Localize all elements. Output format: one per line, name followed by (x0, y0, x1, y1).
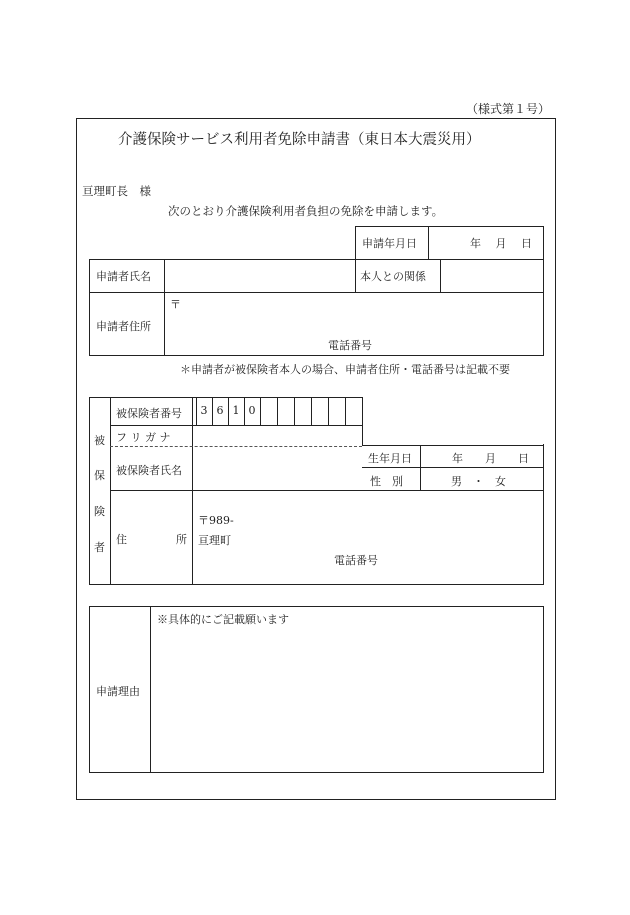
insured-char-4: 者 (94, 541, 105, 554)
applicant-phone-label: 電話番号 (328, 339, 372, 352)
insured-number-digit[interactable] (277, 398, 293, 424)
form-title: 介護保険サービス利用者免除申請書（東日本大震災用） (118, 132, 481, 148)
insured-char-3: 険 (94, 505, 105, 518)
furigana-field[interactable] (194, 427, 360, 445)
insured-number-digit[interactable] (260, 398, 276, 424)
insured-number-digit[interactable]: 1 (232, 404, 240, 417)
applicant-note: ＊申請者が被保険者本人の場合、申請者住所・電話番号は記載不要 (180, 363, 510, 376)
insured-number-label: 被保険者番号 (116, 407, 182, 420)
form-number: （様式第１号） (466, 102, 551, 116)
relation-field[interactable] (442, 262, 542, 290)
application-date-value[interactable]: 年 月 日 (470, 237, 532, 250)
insured-name-field[interactable] (194, 448, 360, 488)
insured-number-digit[interactable]: 0 (248, 404, 256, 417)
insured-number-digit[interactable]: 6 (216, 404, 224, 417)
insured-name-label: 被保険者氏名 (116, 464, 182, 477)
insured-number-digit[interactable]: 3 (200, 404, 208, 417)
applicant-name-field[interactable] (166, 262, 352, 290)
insured-address-label-left: 住 (116, 533, 127, 546)
sex-value[interactable]: 男 ・ 女 (451, 475, 506, 488)
applicant-address-field[interactable] (166, 308, 542, 336)
birth-date-label: 生年月日 (368, 452, 412, 465)
reason-placeholder: ※具体的にご記載願います (157, 613, 289, 626)
insured-number-digit[interactable] (311, 398, 327, 424)
applicant-name-label: 申請者氏名 (96, 270, 151, 283)
reason-field[interactable] (152, 628, 542, 771)
reason-label: 申請理由 (96, 685, 140, 698)
insured-number-digit[interactable] (328, 398, 344, 424)
furigana-label: フ リ ガ ナ (116, 431, 171, 444)
application-date-label: 申請年月日 (362, 237, 417, 250)
applicant-address-label: 申請者住所 (96, 320, 151, 333)
birth-date-value[interactable]: 年 月 日 (452, 452, 529, 465)
insured-town: 亘理町 (198, 534, 231, 547)
insured-address-label-right: 所 (176, 533, 187, 546)
addressee: 亘理町長 様 (82, 184, 151, 198)
insured-number-digit[interactable] (294, 398, 310, 424)
intro-text: 次のとおり介護保険利用者負担の免除を申請します。 (168, 204, 444, 218)
insured-postal: 〒989- (198, 514, 234, 527)
sex-label: 性 別 (370, 475, 403, 488)
insured-char-1: 被 (94, 434, 105, 447)
relation-label: 本人との関係 (360, 270, 426, 283)
insured-char-2: 保 (94, 469, 105, 482)
insured-number-digit[interactable] (345, 398, 361, 424)
applicant-postal-mark: 〒 (170, 298, 181, 311)
insured-address-field[interactable] (240, 527, 542, 547)
insured-phone-label: 電話番号 (334, 554, 378, 567)
